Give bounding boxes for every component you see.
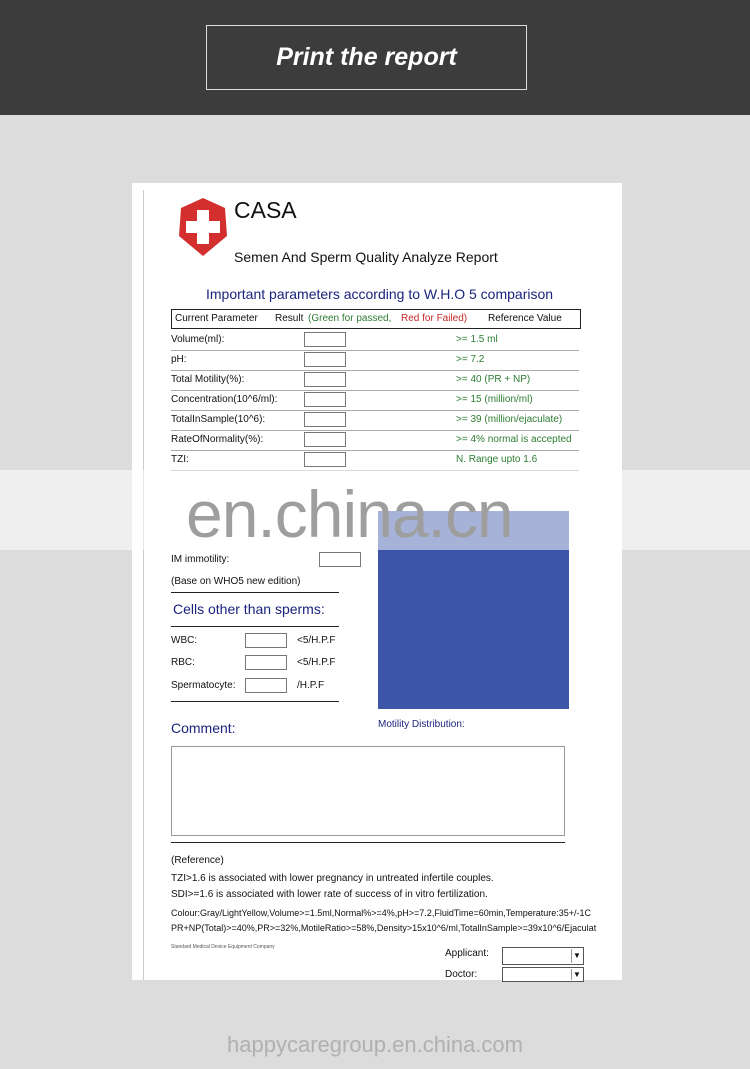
param-reference: >= 39 (million/ejaculate) [456,414,563,425]
param-reference: >= 15 (million/ml) [456,394,533,405]
comment-title: Comment: [171,720,236,736]
param-row [171,450,579,471]
chevron-down-icon: ▼ [571,949,582,963]
reference-line: SDI>=1.6 is associated with lower rate of success of in vitro fertilization. [171,889,488,900]
im-immotility-label: IM immotility: [171,554,230,565]
param-result-field[interactable] [304,352,346,367]
param-label: Concentration(10^6/ml): [171,394,278,405]
cells-title: Cells other than sperms: [173,601,325,617]
param-row [171,330,579,351]
comment-textarea[interactable] [171,746,565,836]
param-result-field[interactable] [304,392,346,407]
base-note: (Base on WHO5 new edition) [171,576,301,587]
cell-label: WBC: [171,635,198,646]
param-row [171,410,579,431]
param-reference: >= 4% normal is accepted [456,434,572,445]
param-label: pH: [171,354,187,365]
im-immotility-field[interactable] [319,552,361,567]
param-row [171,430,579,451]
param-row [171,390,579,411]
cell-field[interactable] [245,678,287,693]
cell-label: RBC: [171,657,195,668]
report-brand: CASA [234,197,297,223]
reference-line: Colour:Gray/LightYellow,Volume>=1.5ml,Normal%>=4%,pH>=7.2,FluidTime=60min,Temperature:35+/-1C [171,908,592,918]
param-row [171,350,579,371]
header-param: Current Parameter [175,313,258,324]
applicant-select[interactable] [502,947,584,965]
reference-title: (Reference) [171,855,224,866]
cell-unit: <5/H.P.F [297,635,336,646]
divider [171,626,339,627]
cell-label: Spermatocyte: [171,680,236,691]
company-note: Standard Medical Device Equipment Company [171,944,275,950]
param-label: RateOfNormality(%): [171,434,264,445]
doctor-label: Doctor: [445,969,478,980]
header-passed: (Green for passed, [308,313,392,324]
reference-line: PR+NP(Total)>=40%,PR>=32%,MotileRatio>=58%,Density>15x10^6/ml,TotalInSample>=39x10^6/Ejaculat [171,923,597,933]
cell-unit: <5/H.P.F [297,657,336,668]
chevron-down-icon: ▼ [571,969,582,980]
divider [171,842,565,843]
cell-field[interactable] [245,655,287,670]
reference-line: TZI>1.6 is associated with lower pregnancy in untreated infertile couples. [171,873,494,884]
cell-unit: /H.P.F [297,680,325,691]
banner-title: Print the report [206,25,527,90]
param-reference: >= 40 (PR + NP) [456,374,531,385]
param-result-field[interactable] [304,372,346,387]
divider [171,592,339,593]
header-failed: Red for Failed) [401,313,468,324]
param-result-field[interactable] [304,432,346,447]
cell-field[interactable] [245,633,287,648]
param-reference: N. Range upto 1.6 [456,454,538,465]
param-label: Volume(ml): [171,334,225,345]
param-result-field[interactable] [304,452,346,467]
param-row [171,370,579,391]
header-result: Result [275,313,304,324]
section-title: Important parameters according to W.H.O 5 comparison [206,286,554,302]
footer-site: happycaregroup.en.china.com [227,1032,523,1057]
motility-label: Motility Distribution: [378,719,465,730]
param-result-field[interactable] [304,332,346,347]
divider [171,701,339,702]
doctor-select[interactable] [502,967,584,982]
param-label: Total Motility(%): [171,374,245,385]
param-label: TZI: [171,454,189,465]
watermark: en.china.cn [186,477,513,551]
applicant-label: Applicant: [445,948,489,959]
top-banner [0,0,750,115]
param-reference: >= 1.5 ml [456,334,498,345]
header-reference: Reference Value [488,313,562,324]
param-result-field[interactable] [304,412,346,427]
report-subtitle: Semen And Sperm Quality Analyze Report [234,249,498,265]
param-reference: >= 7.2 [456,354,485,365]
param-label: TotalInSample(10^6): [171,414,266,425]
red-cross-logo-icon [177,196,229,258]
params-header [171,309,581,329]
